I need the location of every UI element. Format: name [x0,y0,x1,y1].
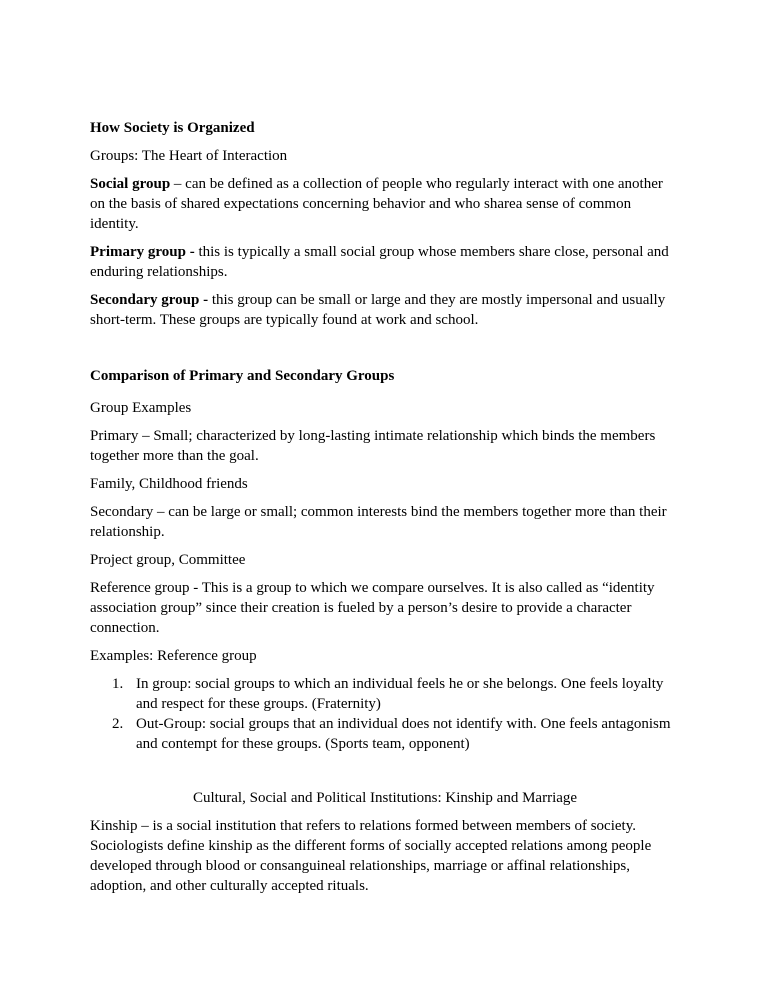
definition-primary-group: Primary group - this is typically a small social group whose members share close, personal and enduring relationships. [90,244,669,280]
definition-social-group: Social group – can be defined as a collection of people who regularly interact with one another on the basis of shared expectations concerning behavior and who sharea sense of common identity. [90,176,663,232]
kinship-definition: Kinship – is a social institution that refers to relations formed between members of society. Sociologists define kinship as the different forms of socially accepted relations among people developed through blood or consanguineal relationships, marriage or affinal relationships, adoption, and other culturally accepted rituals. [90,818,652,894]
reference-examples-label: Examples: Reference group [90,648,257,664]
list-item: 1. In group: social groups to which an individual feels he or she belongs. One feels loyalty and respect for these groups. (Fraternity) [112,676,664,712]
comparison-secondary: Secondary – can be large or small; common interests bind the members together more than their relationship. [90,504,667,540]
list-item: 2. Out-Group: social groups that an individual does not identify with. One feels antagonism and contempt for these groups. (Sports team, opponent) [112,716,671,752]
comparison-secondary-examples: Project group, Committee [90,552,246,568]
comparison-primary-examples: Family, Childhood friends [90,476,248,492]
comparison-header-row: Group Examples [90,400,192,416]
document-title: How Society is Organized [90,120,255,136]
comparison-heading: Comparison of Primary and Secondary Groups [90,368,395,384]
definition-secondary-group: Secondary group - this group can be small or large and they are mostly impersonal and usually short-term. These groups are typically found at work and school. [90,292,666,328]
reference-group-definition: Reference group - This is a group to which we compare ourselves. It is also called as “identity association group” since their creation is fueled by a person’s desire to provide a character connection. [90,580,655,636]
subtitle: Groups: The Heart of Interaction [90,148,288,164]
kinship-heading: Cultural, Social and Political Institutions: Kinship and Marriage [192,790,578,806]
comparison-primary: Primary – Small; characterized by long-lasting intimate relationship which binds the members together more than the goal. [90,428,656,464]
